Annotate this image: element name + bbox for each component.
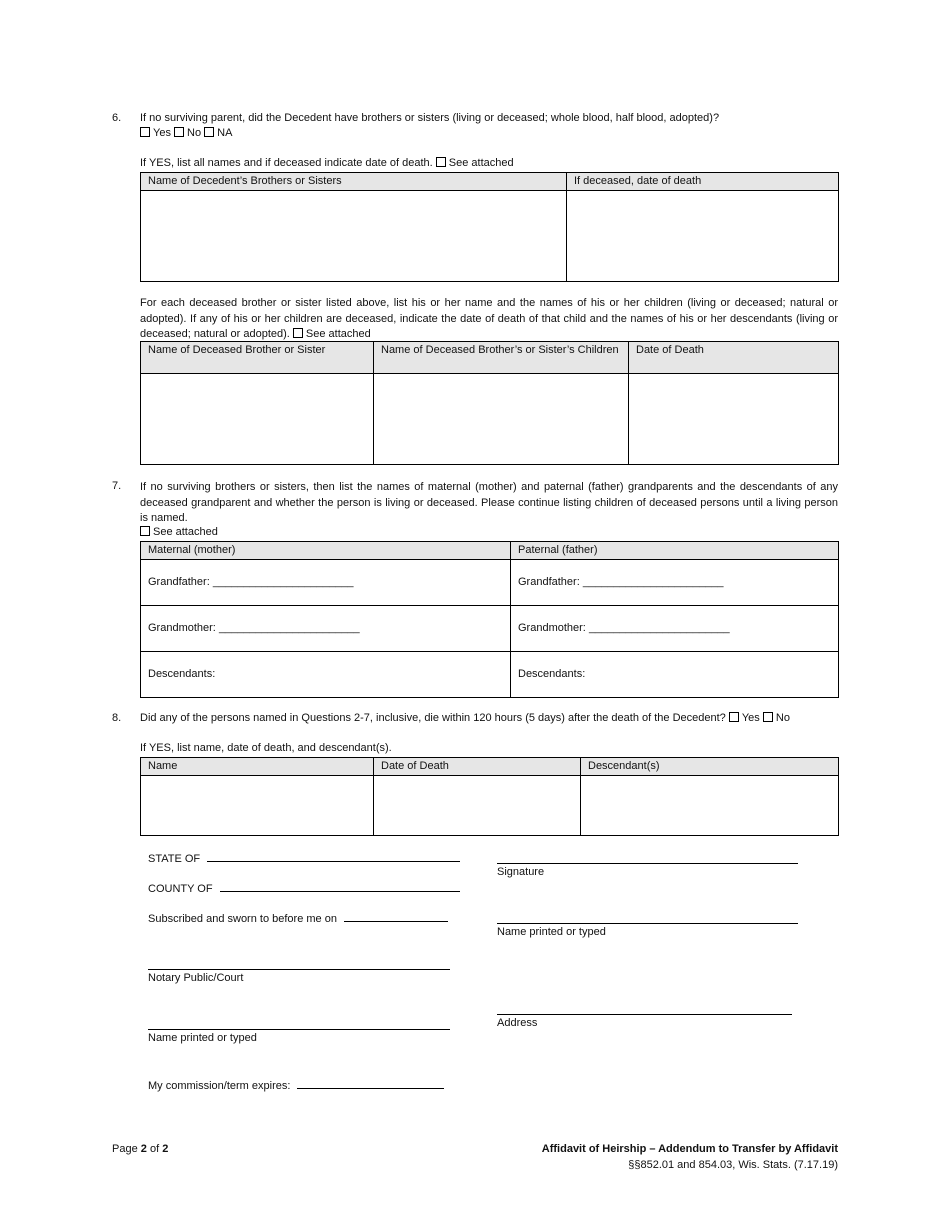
q7-paternal-grandfather-label: Grandfather: — [518, 575, 580, 588]
q6-list-prompt: If YES, list all names and if deceased indicate date of death. — [140, 157, 433, 169]
q8-question-row — [140, 712, 790, 724]
q6-ds-header-name: Name of Deceased Brother or Sister — [141, 342, 374, 374]
notary-county-row — [148, 881, 460, 895]
notary-name-label: Name printed or typed — [148, 1032, 257, 1044]
q6-yes-checkbox[interactable] — [140, 127, 150, 137]
q7-maternal-descendants-cell[interactable] — [141, 651, 511, 697]
q7-maternal-grandfather-cell[interactable] — [141, 559, 511, 605]
q6-question: If no surviving parent, did the Decedent have brothers or sisters (living or deceased; whole blood, half blood, adopted)? — [140, 112, 720, 124]
notary-commission-row — [148, 1078, 444, 1092]
page-number — [112, 1143, 168, 1155]
address-label: Address — [497, 1017, 538, 1029]
q6-yes-label: Yes — [153, 127, 171, 139]
notary-state-field[interactable] — [207, 851, 460, 862]
q6-options — [140, 127, 232, 139]
q6-para-see-attached-label: See attached — [305, 328, 371, 340]
q7-paternal-grandmother-label: Grandmother: — [518, 621, 586, 634]
q7-see-attached-row — [140, 526, 218, 538]
q8-yes-label: Yes — [741, 712, 760, 724]
form-title: Affidavit of Heirship – Addendum to Transfer by Affidavit — [541, 1143, 838, 1155]
q8-header-name: Name — [141, 758, 374, 776]
q6-ds-children-cell[interactable] — [374, 374, 629, 465]
notary-subscribed-row — [148, 911, 448, 925]
signature-label: Signature — [497, 866, 545, 878]
q8-header-descendants: Descendant(s) — [581, 758, 839, 776]
q6-see-attached-label: See attached — [448, 157, 514, 169]
page-current: 2 — [140, 1143, 147, 1155]
q7-paternal-descendants-label: Descendants: — [518, 667, 586, 680]
q7-grandparents-table — [140, 541, 839, 698]
notary-state-row — [148, 851, 460, 865]
notary-signature-line[interactable] — [148, 969, 450, 970]
q7-maternal-grandmother-blank: _______________________ — [218, 621, 360, 634]
q6-na-label: NA — [217, 127, 233, 139]
q7-maternal-grandmother-label: Grandmother: — [148, 621, 216, 634]
q8-header-date: Date of Death — [374, 758, 581, 776]
q6-para-see-attached-checkbox[interactable] — [293, 328, 303, 338]
q6-no-checkbox[interactable] — [174, 127, 184, 137]
notary-county-label: COUNTY OF — [148, 883, 213, 895]
q8-number: 8. — [112, 712, 122, 724]
notary-public-label: Notary Public/Court — [148, 972, 244, 984]
q7-maternal-descendants-label: Descendants: — [148, 667, 216, 680]
q7-maternal-grandfather-label: Grandfather: — [148, 575, 210, 588]
q7-see-attached-checkbox[interactable] — [140, 526, 150, 536]
q7-paternal-descendants-cell[interactable] — [511, 651, 839, 697]
notary-subscribed-label: Subscribed and sworn to before me on — [148, 913, 337, 925]
notary-commission-label: My commission/term expires: — [148, 1080, 291, 1092]
q6-na-checkbox[interactable] — [204, 127, 214, 137]
q6-list-prompt-row — [140, 157, 514, 169]
q6-see-attached-checkbox[interactable] — [436, 157, 446, 167]
q6-ds-name-cell[interactable] — [141, 374, 374, 465]
page-total: 2 — [162, 1143, 169, 1155]
q8-no-label: No — [775, 712, 790, 724]
q6-ds-header-date: Date of Death — [629, 342, 839, 374]
page-word: Page — [112, 1143, 138, 1155]
q6-siblings-table — [140, 172, 839, 282]
q8-list-prompt: If YES, list name, date of death, and descendant(s). — [140, 742, 392, 754]
signer-name-line[interactable] — [497, 923, 798, 924]
notary-state-label: STATE OF — [148, 853, 201, 865]
notary-county-field[interactable] — [220, 881, 460, 892]
q7-see-attached-label: See attached — [153, 526, 218, 538]
q8-name-cell[interactable] — [141, 775, 374, 835]
q6-siblings-header-date: If deceased, date of death — [567, 173, 839, 191]
notary-name-line[interactable] — [148, 1029, 450, 1030]
signer-name-label: Name printed or typed — [497, 926, 606, 938]
q6-deceased-sibling-instructions — [140, 296, 838, 343]
q7-maternal-grandmother-cell[interactable] — [141, 605, 511, 651]
q8-descendants-cell[interactable] — [581, 775, 839, 835]
q8-question: Did any of the persons named in Questions 2-7, inclusive, die within 120 hours (5 days) after the death of the Decedent? — [140, 712, 726, 724]
q7-para: If no surviving brothers or sisters, then list the names of maternal (mother) and paternal (father) grandparents and the descendants of any deceased grandparent and whether the person is living or deceased. Please continue listing children of deceased persons until a living person is named. — [140, 481, 838, 524]
q6-ds-date-cell[interactable] — [629, 374, 839, 465]
q6-number: 6. — [112, 112, 122, 124]
q6-deceased-siblings-table — [140, 341, 839, 465]
q7-maternal-grandfather-blank: _______________________ — [212, 575, 354, 588]
signature-line[interactable] — [497, 863, 798, 864]
q8-date-cell[interactable] — [374, 775, 581, 835]
q8-table — [140, 757, 839, 836]
q7-paternal-grandmother-blank: _______________________ — [588, 621, 730, 634]
q8-yes-checkbox[interactable] — [729, 712, 739, 722]
q7-paternal-grandfather-blank: _______________________ — [582, 575, 724, 588]
statute-reference: §§852.01 and 854.03, Wis. Stats. (7.17.19) — [628, 1159, 838, 1171]
q8-no-checkbox[interactable] — [763, 712, 773, 722]
q6-siblings-name-cell[interactable] — [141, 190, 567, 281]
q7-paternal-grandfather-cell[interactable] — [511, 559, 839, 605]
q6-ds-header-children: Name of Deceased Brother’s or Sister’s Children — [374, 342, 629, 374]
q7-paternal-grandmother-cell[interactable] — [511, 605, 839, 651]
address-line[interactable] — [497, 1014, 792, 1015]
notary-commission-field[interactable] — [297, 1078, 444, 1089]
page-of: of — [149, 1143, 160, 1155]
q6-siblings-header-name: Name of Decedent’s Brothers or Sisters — [141, 173, 567, 191]
q7-header-paternal: Paternal (father) — [511, 542, 839, 560]
notary-subscribed-date-field[interactable] — [344, 911, 448, 922]
q6-siblings-date-cell[interactable] — [567, 190, 839, 281]
q7-number: 7. — [112, 480, 122, 492]
q7-header-maternal: Maternal (mother) — [141, 542, 511, 560]
q6-para-text: For each deceased brother or sister listed above, list his or her name and the names of his or her children (living or deceased; natural or adopted). If any of his or her children are deceased, indicate the date of death of that child and the names of his or her descendants (living or deceased; natural or adopted). — [140, 297, 838, 340]
q6-no-label: No — [187, 127, 202, 139]
